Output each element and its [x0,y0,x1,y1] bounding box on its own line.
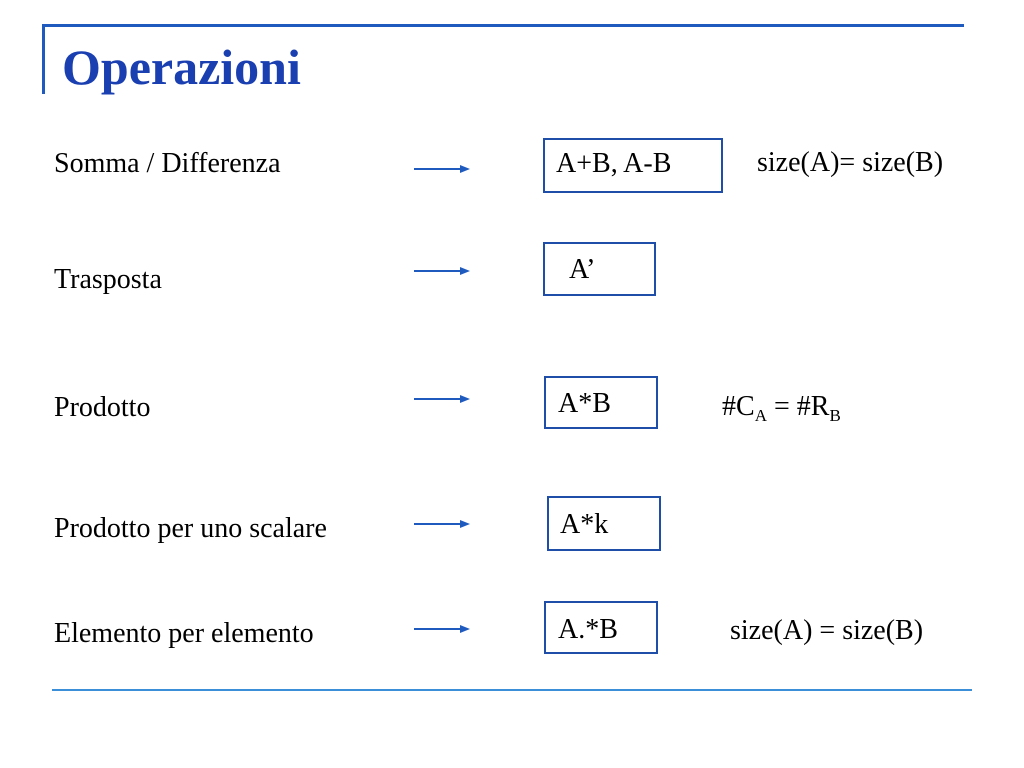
right-arrow-icon [414,623,470,635]
expression-somma: A+B, A-B [556,148,672,179]
right-arrow-icon [414,393,470,405]
condition-somma: size(A)= size(B) [757,147,944,178]
row-label-elemento: Elemento per elemento [54,618,314,649]
slide-title: Operazioni [62,39,301,95]
row-label-prodotto: Prodotto [54,392,151,423]
row-label-somma-differenza: Somma / Differenza [54,148,281,179]
expression-box-trasposta [543,242,656,296]
condition-prodotto-sub-b: B [829,406,841,425]
title-frame-left-line [42,24,45,94]
row-label-trasposta: Trasposta [54,264,162,295]
right-arrow-icon [414,163,470,175]
condition-prodotto-sub-a: A [754,406,767,425]
condition-prodotto-pre: #C [722,391,755,422]
right-arrow-icon [414,518,470,530]
condition-prodotto-mid: = #R [766,391,830,422]
condition-elemento: size(A) = size(B) [730,615,924,646]
condition-prodotto [722,393,841,424]
row-label-prodotto-scalare: Prodotto per uno scalare [54,513,327,544]
title-frame-top-line [42,24,964,27]
bottom-rule [52,689,972,691]
right-arrow-icon [414,265,470,277]
expression-scalare: A*k [560,509,609,540]
expression-trasposta: A’ [569,254,596,285]
expression-prodotto: A*B [558,388,611,419]
expression-elemento: A.*B [558,614,618,645]
